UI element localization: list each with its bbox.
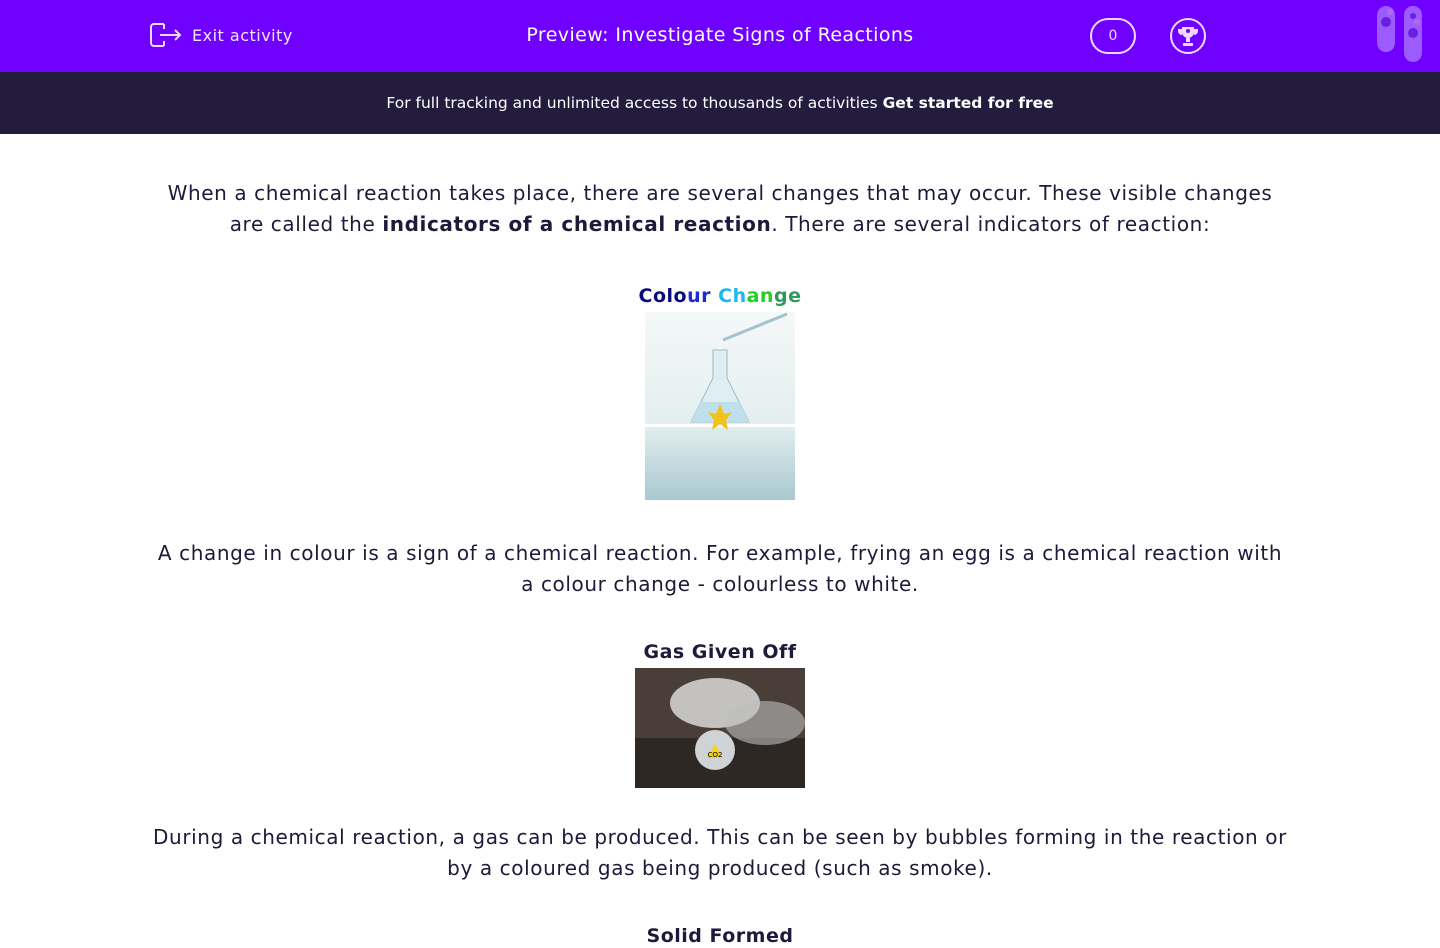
lesson-content	[0, 134, 1440, 948]
gas-image	[635, 668, 805, 788]
gas-given-off-heading: Gas Given Off	[643, 641, 797, 663]
gas-given-off-text: During a chemical reaction, a gas can be produced. This can be seen by bubbles forming in the reaction or by a coloured gas being produced (such as smoke).	[153, 825, 1287, 880]
solid-formed-heading: Solid Formed	[646, 925, 794, 947]
heading-part: ge	[773, 285, 802, 307]
trophy-button[interactable]	[1170, 18, 1206, 54]
exit-activity-button[interactable]	[150, 22, 293, 48]
heading-part: Ch	[718, 285, 747, 307]
colour-change-text: A change in colour is a sign of a chemical reaction. For example, frying an egg is a chemical reaction with a colour change - colourless to white.	[157, 541, 1283, 596]
get-started-link[interactable]: Get started for free	[882, 94, 1054, 112]
score-badge: 0	[1090, 18, 1136, 54]
co2-label: CO2	[707, 751, 723, 759]
test-tubes-logo	[1376, 6, 1436, 64]
exit-label: Exit activity	[192, 25, 293, 45]
upgrade-banner	[0, 72, 1440, 134]
exit-icon	[150, 22, 182, 48]
colour-change-heading	[0, 284, 1440, 308]
page-title: Preview: Investigate Signs of Reactions	[526, 24, 914, 46]
intro-text: When a chemical reaction takes place, there are several changes that may occur. These visible changes are called the	[167, 181, 1273, 236]
intro-paragraph	[150, 178, 1290, 240]
heading-part: an	[746, 285, 774, 307]
heading-part: ur	[687, 285, 719, 307]
banner-text: For full tracking and unlimited access to thousands of activities	[386, 94, 883, 112]
heading-part: Colo	[638, 285, 688, 307]
flask-image	[645, 312, 795, 500]
top-bar	[0, 0, 1440, 72]
intro-text-end: . There are several indicators of reaction:	[771, 212, 1211, 236]
trophy-icon	[1177, 25, 1199, 47]
intro-bold: indicators of a chemical reaction	[382, 212, 772, 236]
